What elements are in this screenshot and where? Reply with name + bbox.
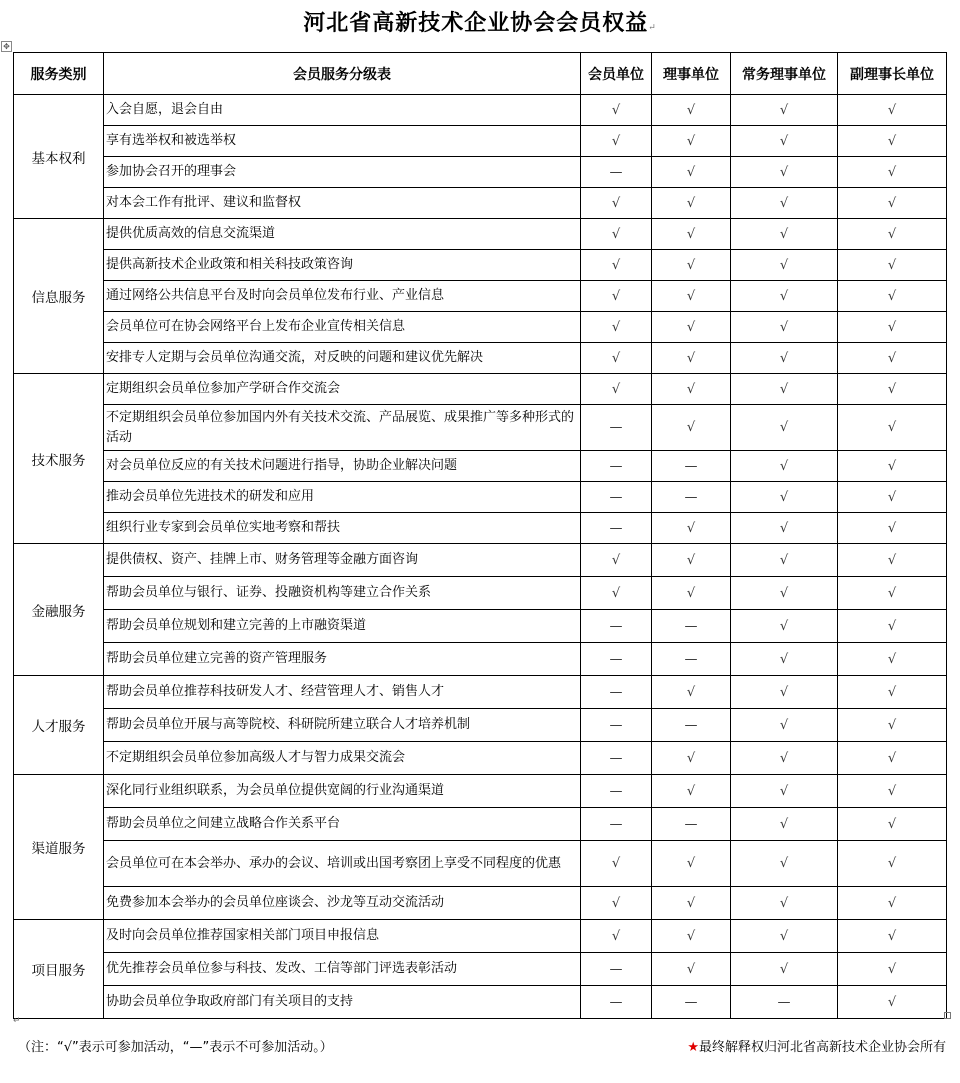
header-vice-chair: 副理事长单位 xyxy=(838,53,947,95)
table-row xyxy=(14,676,947,709)
table-row xyxy=(14,577,947,610)
check-mark-icon: √ xyxy=(581,95,652,126)
category-cell: 金融服务 xyxy=(14,544,104,676)
table-row xyxy=(14,513,947,544)
table-row xyxy=(14,953,947,986)
service-cell: 入会自愿，退会自由 xyxy=(104,95,581,126)
dash-mark-icon: — xyxy=(581,157,652,188)
service-cell: 提供高新技术企业政策和相关科技政策咨询 xyxy=(104,250,581,281)
dash-mark-icon: — xyxy=(581,610,652,643)
service-cell: 提供优质高效的信息交流渠道 xyxy=(104,219,581,250)
table-row xyxy=(14,405,947,451)
service-cell: 深化同行业组织联系，为会员单位提供宽阔的行业沟通渠道 xyxy=(104,775,581,808)
check-mark-icon: √ xyxy=(838,676,947,709)
check-mark-icon: √ xyxy=(731,157,838,188)
check-mark-icon: √ xyxy=(838,775,947,808)
header-executive-director: 常务理事单位 xyxy=(731,53,838,95)
check-mark-icon: √ xyxy=(838,374,947,405)
check-mark-icon: √ xyxy=(838,405,947,451)
check-mark-icon: √ xyxy=(731,374,838,405)
table-row xyxy=(14,887,947,920)
dash-mark-icon: — xyxy=(581,709,652,742)
check-mark-icon: √ xyxy=(731,742,838,775)
dash-mark-icon: — xyxy=(652,610,731,643)
table-row xyxy=(14,250,947,281)
service-cell: 不定期组织会员单位参加高级人才与智力成果交流会 xyxy=(104,742,581,775)
table-row xyxy=(14,219,947,250)
check-mark-icon: √ xyxy=(581,374,652,405)
check-mark-icon: √ xyxy=(838,343,947,374)
check-mark-icon: √ xyxy=(652,513,731,544)
dash-mark-icon: — xyxy=(581,676,652,709)
check-mark-icon: √ xyxy=(731,513,838,544)
check-mark-icon: √ xyxy=(838,643,947,676)
check-mark-icon: √ xyxy=(838,513,947,544)
service-cell: 参加协会召开的理事会 xyxy=(104,157,581,188)
check-mark-icon: √ xyxy=(731,95,838,126)
category-cell: 技术服务 xyxy=(14,374,104,544)
service-cell: 推动会员单位先进技术的研发和应用 xyxy=(104,482,581,513)
check-mark-icon: √ xyxy=(652,887,731,920)
service-cell: 对本会工作有批评、建议和监督权 xyxy=(104,188,581,219)
check-mark-icon: √ xyxy=(652,219,731,250)
header-director: 理事单位 xyxy=(652,53,731,95)
table-row xyxy=(14,920,947,953)
check-mark-icon: √ xyxy=(731,544,838,577)
check-mark-icon: √ xyxy=(731,841,838,887)
check-mark-icon: √ xyxy=(731,775,838,808)
check-mark-icon: √ xyxy=(838,219,947,250)
check-mark-icon: √ xyxy=(838,610,947,643)
check-mark-icon: √ xyxy=(838,887,947,920)
check-mark-icon: √ xyxy=(731,451,838,482)
check-mark-icon: √ xyxy=(731,312,838,343)
dash-mark-icon: — xyxy=(581,775,652,808)
footer-note: （注：“√”表示可参加活动，“—”表示不可参加活动。） xyxy=(18,1040,333,1055)
table-row xyxy=(14,544,947,577)
check-mark-icon: √ xyxy=(731,281,838,312)
check-mark-icon: √ xyxy=(731,219,838,250)
service-cell: 帮助会员单位开展与高等院校、科研院所建立联合人才培养机制 xyxy=(104,709,581,742)
service-cell: 帮助会员单位与银行、证券、投融资机构等建立合作关系 xyxy=(104,577,581,610)
check-mark-icon: √ xyxy=(652,188,731,219)
check-mark-icon: √ xyxy=(581,281,652,312)
paragraph-mark: ↵ xyxy=(13,1016,21,1026)
check-mark-icon: √ xyxy=(652,343,731,374)
check-mark-icon: √ xyxy=(731,610,838,643)
check-mark-icon: √ xyxy=(652,742,731,775)
service-cell: 对会员单位反应的有关技术问题进行指导，协助企业解决问题 xyxy=(104,451,581,482)
check-mark-icon: √ xyxy=(652,775,731,808)
check-mark-icon: √ xyxy=(838,281,947,312)
header-service: 会员服务分级表 xyxy=(104,53,581,95)
check-mark-icon: √ xyxy=(581,250,652,281)
check-mark-icon: √ xyxy=(838,188,947,219)
service-cell: 帮助会员单位规划和建立完善的上市融资渠道 xyxy=(104,610,581,643)
dash-mark-icon: — xyxy=(652,709,731,742)
dash-mark-icon: — xyxy=(581,742,652,775)
check-mark-icon: √ xyxy=(731,405,838,451)
table-row xyxy=(14,775,947,808)
header-member: 会员单位 xyxy=(581,53,652,95)
title-text: 河北省高新技术企业协会会员权益 xyxy=(303,10,649,36)
dash-mark-icon: — xyxy=(652,451,731,482)
service-cell: 安排专人定期与会员单位沟通交流，对反映的问题和建议优先解决 xyxy=(104,343,581,374)
check-mark-icon: √ xyxy=(838,742,947,775)
check-mark-icon: √ xyxy=(838,709,947,742)
dash-mark-icon: — xyxy=(581,986,652,1019)
check-mark-icon: √ xyxy=(731,643,838,676)
category-cell: 信息服务 xyxy=(14,219,104,374)
check-mark-icon: √ xyxy=(652,374,731,405)
check-mark-icon: √ xyxy=(731,343,838,374)
service-cell: 帮助会员单位建立完善的资产管理服务 xyxy=(104,643,581,676)
check-mark-icon: √ xyxy=(652,157,731,188)
table-row xyxy=(14,157,947,188)
check-mark-icon: √ xyxy=(581,920,652,953)
table-row xyxy=(14,95,947,126)
table-move-handle-icon[interactable]: ✥ xyxy=(1,41,12,52)
check-mark-icon: √ xyxy=(652,281,731,312)
table-row xyxy=(14,343,947,374)
service-cell: 组织行业专家到会员单位实地考察和帮扶 xyxy=(104,513,581,544)
category-cell: 项目服务 xyxy=(14,920,104,1019)
dash-mark-icon: — xyxy=(652,643,731,676)
table-row xyxy=(14,709,947,742)
check-mark-icon: √ xyxy=(838,312,947,343)
check-mark-icon: √ xyxy=(581,887,652,920)
check-mark-icon: √ xyxy=(838,808,947,841)
service-cell: 会员单位可在本会举办、承办的会议、培训或出国考察团上享受不同程度的优惠 xyxy=(104,841,581,887)
table-row xyxy=(14,808,947,841)
table-row xyxy=(14,126,947,157)
check-mark-icon: √ xyxy=(581,577,652,610)
check-mark-icon: √ xyxy=(731,953,838,986)
check-mark-icon: √ xyxy=(581,343,652,374)
service-cell: 协助会员单位争取政府部门有关项目的支持 xyxy=(104,986,581,1019)
dash-mark-icon: — xyxy=(581,482,652,513)
check-mark-icon: √ xyxy=(652,95,731,126)
check-mark-icon: √ xyxy=(731,808,838,841)
check-mark-icon: √ xyxy=(838,250,947,281)
category-cell: 渠道服务 xyxy=(14,775,104,920)
check-mark-icon: √ xyxy=(838,986,947,1019)
table-row xyxy=(14,742,947,775)
check-mark-icon: √ xyxy=(838,544,947,577)
check-mark-icon: √ xyxy=(581,126,652,157)
check-mark-icon: √ xyxy=(581,188,652,219)
table-row xyxy=(14,610,947,643)
service-cell: 及时向会员单位推荐国家相关部门项目申报信息 xyxy=(104,920,581,953)
table-row xyxy=(14,188,947,219)
check-mark-icon: √ xyxy=(731,676,838,709)
check-mark-icon: √ xyxy=(581,544,652,577)
check-mark-icon: √ xyxy=(652,920,731,953)
dash-mark-icon: — xyxy=(581,643,652,676)
check-mark-icon: √ xyxy=(838,126,947,157)
check-mark-icon: √ xyxy=(652,126,731,157)
category-cell: 人才服务 xyxy=(14,676,104,775)
page-title xyxy=(0,6,960,37)
check-mark-icon: √ xyxy=(838,841,947,887)
service-cell: 免费参加本会举办的会员单位座谈会、沙龙等互动交流活动 xyxy=(104,887,581,920)
service-cell: 不定期组织会员单位参加国内外有关技术交流、产品展览、成果推广等多种形式的活动 xyxy=(104,405,581,451)
table-row xyxy=(14,841,947,887)
check-mark-icon: √ xyxy=(731,577,838,610)
dash-mark-icon: — xyxy=(581,953,652,986)
dash-mark-icon: — xyxy=(581,808,652,841)
check-mark-icon: √ xyxy=(581,219,652,250)
check-mark-icon: √ xyxy=(731,188,838,219)
table-row xyxy=(14,482,947,513)
header-row xyxy=(14,53,947,95)
star-icon: ★ xyxy=(687,1040,699,1055)
check-mark-icon: √ xyxy=(652,676,731,709)
check-mark-icon: √ xyxy=(731,709,838,742)
check-mark-icon: √ xyxy=(838,157,947,188)
check-mark-icon: √ xyxy=(838,451,947,482)
check-mark-icon: √ xyxy=(731,250,838,281)
table-row xyxy=(14,312,947,343)
table-row xyxy=(14,451,947,482)
dash-mark-icon: — xyxy=(581,451,652,482)
service-cell: 帮助会员单位之间建立战略合作关系平台 xyxy=(104,808,581,841)
check-mark-icon: √ xyxy=(838,920,947,953)
check-mark-icon: √ xyxy=(652,544,731,577)
check-mark-icon: √ xyxy=(838,482,947,513)
rights-text: 最终解释权归河北省高新技术企业协会所有 xyxy=(698,1040,946,1055)
resize-handle[interactable] xyxy=(944,1012,951,1019)
table-row xyxy=(14,986,947,1019)
check-mark-icon: √ xyxy=(581,841,652,887)
footer-rights xyxy=(687,1036,946,1055)
check-mark-icon: √ xyxy=(652,250,731,281)
dash-mark-icon: — xyxy=(581,513,652,544)
check-mark-icon: √ xyxy=(652,312,731,343)
membership-table xyxy=(13,52,947,1019)
check-mark-icon: √ xyxy=(652,953,731,986)
check-mark-icon: √ xyxy=(731,482,838,513)
service-cell: 优先推荐会员单位参与科技、发改、工信等部门评选表彰活动 xyxy=(104,953,581,986)
table-body xyxy=(14,95,947,1019)
check-mark-icon: √ xyxy=(838,95,947,126)
service-cell: 享有选举权和被选举权 xyxy=(104,126,581,157)
dash-mark-icon: — xyxy=(731,986,838,1019)
check-mark-icon: √ xyxy=(731,126,838,157)
check-mark-icon: √ xyxy=(652,577,731,610)
check-mark-icon: √ xyxy=(731,920,838,953)
table-row xyxy=(14,374,947,405)
table-row xyxy=(14,281,947,312)
service-cell: 帮助会员单位推荐科技研发人才、经营管理人才、销售人才 xyxy=(104,676,581,709)
check-mark-icon: √ xyxy=(652,405,731,451)
dash-mark-icon: — xyxy=(652,986,731,1019)
table-row xyxy=(14,643,947,676)
dash-mark-icon: — xyxy=(652,808,731,841)
check-mark-icon: √ xyxy=(652,841,731,887)
dash-mark-icon: — xyxy=(581,405,652,451)
category-cell: 基本权利 xyxy=(14,95,104,219)
header-category: 服务类别 xyxy=(14,53,104,95)
paragraph-mark: ↵ xyxy=(648,23,657,33)
service-cell: 会员单位可在协会网络平台上发布企业宣传相关信息 xyxy=(104,312,581,343)
service-cell: 通过网络公共信息平台及时向会员单位发布行业、产业信息 xyxy=(104,281,581,312)
check-mark-icon: √ xyxy=(838,577,947,610)
check-mark-icon: √ xyxy=(838,953,947,986)
service-cell: 提供债权、资产、挂牌上市、财务管理等金融方面咨询 xyxy=(104,544,581,577)
check-mark-icon: √ xyxy=(581,312,652,343)
dash-mark-icon: — xyxy=(652,482,731,513)
check-mark-icon: √ xyxy=(731,887,838,920)
service-cell: 定期组织会员单位参加产学研合作交流会 xyxy=(104,374,581,405)
